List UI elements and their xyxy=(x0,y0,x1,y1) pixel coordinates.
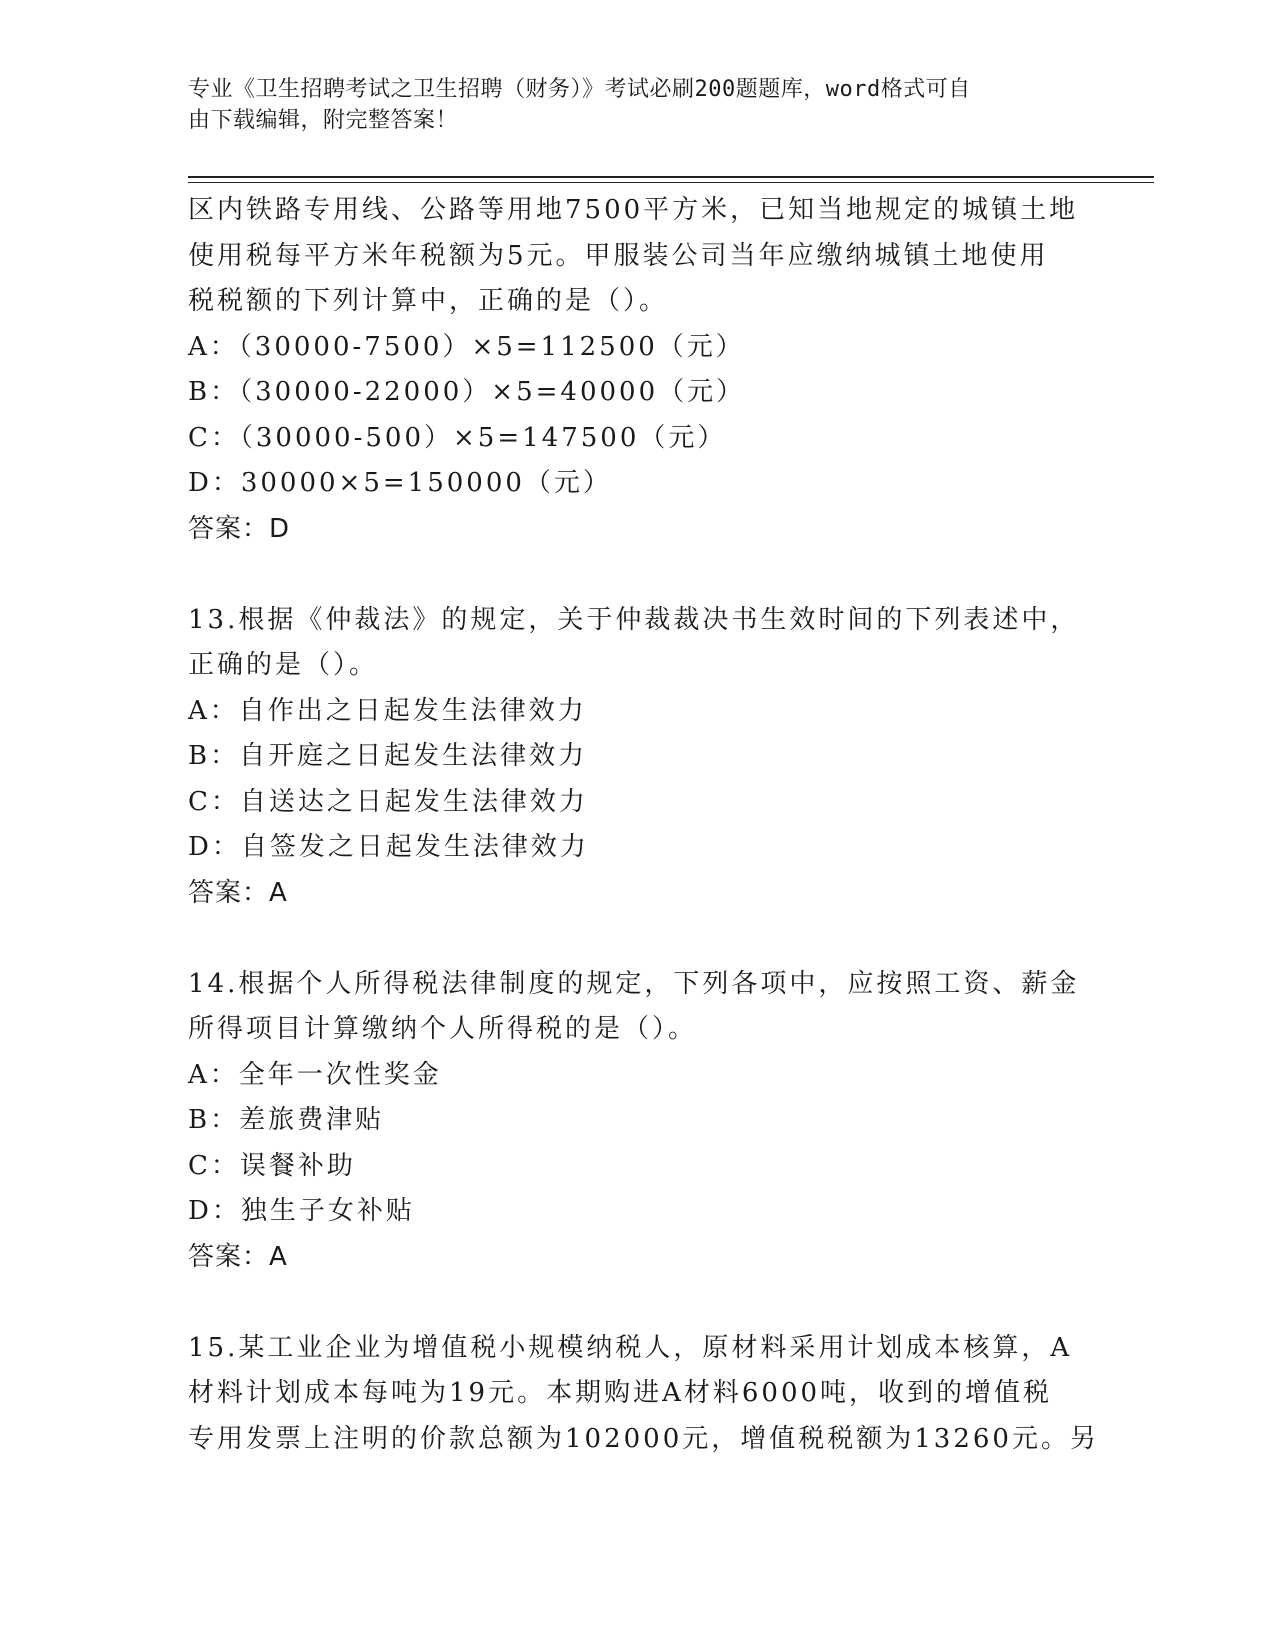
question-15-stem-line: 15.某工业企业为增值税小规模纳税人，原材料采用计划成本核算，A xyxy=(188,1332,1073,1363)
question-13-stem-line: 13.根据《仲裁法》的规定，关于仲裁裁决书生效时间的下列表述中， xyxy=(188,604,1080,635)
question-13-option-b: B：自开庭之日起发生法律效力 xyxy=(188,741,588,771)
question-content xyxy=(188,188,1099,1462)
question-14 xyxy=(188,962,1088,1281)
question-14-option-c: C：误餐补助 xyxy=(188,1150,356,1181)
question-14-option-a: A：全年一次性奖金 xyxy=(188,1059,442,1090)
header-divider-thin xyxy=(188,182,1154,183)
question-13-stem-line: 正确的是（）。 xyxy=(188,650,379,680)
question-14-stem-line: 14.根据个人所得税法律制度的规定，下列各项中，应按照工资、薪金 xyxy=(188,968,1080,999)
question-13-option-a: A：自作出之日起发生法律效力 xyxy=(188,695,587,726)
question-12-option-a: A：（30000-7500）×5=112500（元） xyxy=(188,331,745,362)
question-13 xyxy=(188,598,1088,917)
question-13-option-c: C：自送达之日起发生法律效力 xyxy=(188,786,588,817)
document-header xyxy=(188,74,1068,136)
question-12-option-b: B：（30000-22000）×5=40000（元） xyxy=(188,377,746,407)
question-15-stem-line: 材料计划成本每吨为19元。本期购进A材料6000吨，收到的增值税 xyxy=(188,1378,1053,1408)
question-14-stem-line: 所得项目计算缴纳个人所得税的是（）。 xyxy=(188,1014,698,1044)
question-13-option-d: D：自签发之日起发生法律效力 xyxy=(188,832,589,862)
question-14-option-b: B：差旅费津贴 xyxy=(188,1105,385,1135)
question-14-answer: 答案：A xyxy=(188,1241,288,1272)
question-15 xyxy=(188,1326,1099,1463)
question-spacer xyxy=(188,1280,1088,1326)
question-spacer xyxy=(188,916,1088,962)
question-12-option-d: D：30000×5=150000（元） xyxy=(188,468,612,498)
question-12-answer: 答案：D xyxy=(188,513,291,544)
header-line-1: 专业《卫生招聘考试之卫生招聘（财务）》考试必刷200题题库，word格式可自 xyxy=(188,77,971,102)
header-divider-thick xyxy=(188,176,1154,178)
question-12-stem-line: 区内铁路专用线、公路等用地7500平方米，已知当地规定的城镇土地 xyxy=(188,195,1079,225)
header-line-2: 由下载编辑，附完整答案！ xyxy=(188,108,459,133)
question-12-option-c: C：（30000-500）×5=147500（元） xyxy=(188,422,727,453)
question-12 xyxy=(188,188,1088,552)
question-13-answer: 答案：A xyxy=(188,877,288,908)
question-15-stem-line: 专用发票上注明的价款总额为102000元，增值税税额为13260元。另 xyxy=(188,1423,1099,1454)
question-14-option-d: D：独生子女补贴 xyxy=(188,1196,415,1226)
question-spacer xyxy=(188,552,1088,598)
question-12-stem-line: 税税额的下列计算中，正确的是（）。 xyxy=(188,286,669,316)
question-12-stem-line: 使用税每平方米年税额为5元。甲服装公司当年应缴纳城镇土地使用 xyxy=(188,240,1049,271)
